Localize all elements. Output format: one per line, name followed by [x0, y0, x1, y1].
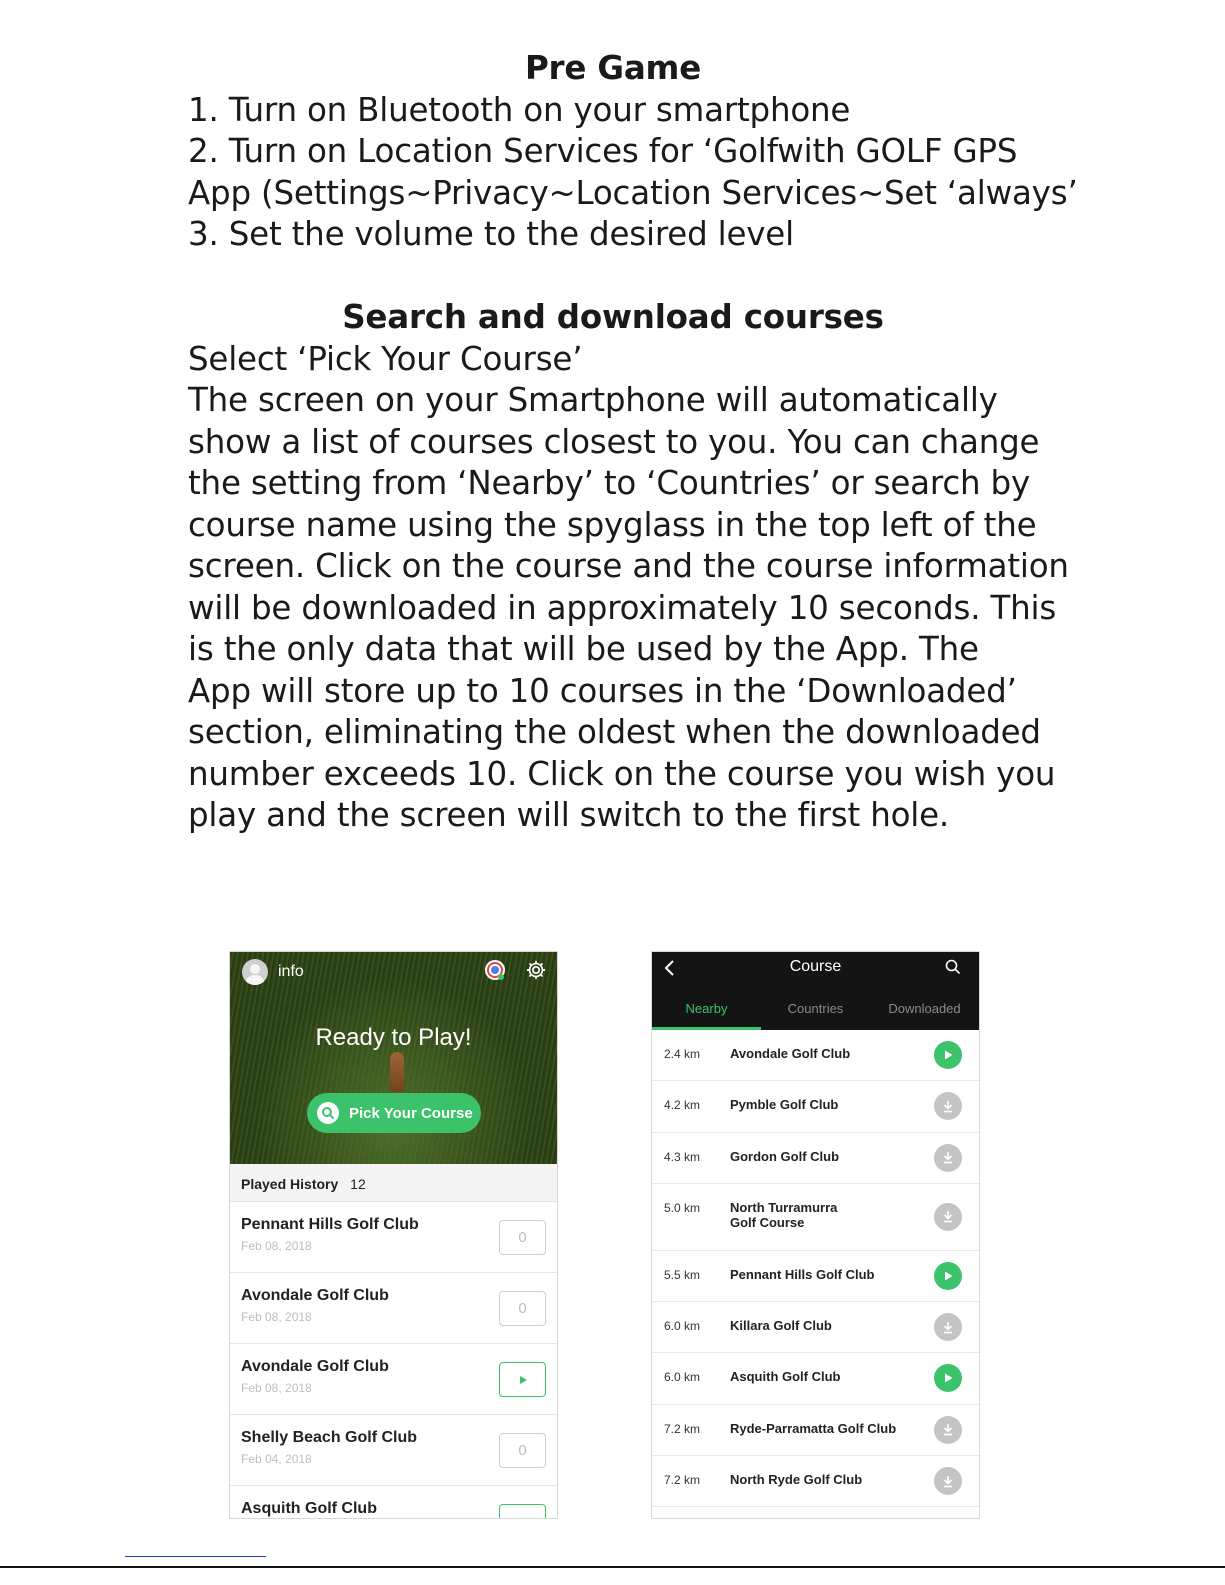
search-line: number exceeds 10. Click on the course you wish you [188, 754, 1056, 793]
play-button[interactable] [934, 1041, 962, 1069]
tab-downloaded[interactable]: Downloaded [888, 1001, 961, 1016]
course-distance: 6.0 km [664, 1319, 701, 1334]
page-bottom-line [0, 1566, 1225, 1568]
search-line: is the only data that will be used by the App. The [188, 630, 979, 668]
history-course-name: Avondale Golf Club [241, 1287, 389, 1304]
course-screen [651, 951, 980, 1519]
played-history-header [230, 1164, 557, 1202]
course-row[interactable] [652, 1030, 979, 1081]
course-distance: 2.4 km [664, 1047, 701, 1061]
home-screen [229, 951, 558, 1519]
course-row[interactable] [652, 1251, 979, 1302]
history-course-name: Asquith Golf Club [241, 1500, 377, 1517]
history-row[interactable] [230, 1486, 557, 1519]
download-button[interactable] [934, 1313, 962, 1341]
golf-tee-image [390, 1052, 404, 1092]
play-button[interactable] [499, 1362, 546, 1397]
history-date: Feb 08, 2018 [241, 1310, 312, 1324]
pregame-heading: Pre Game [524, 49, 702, 87]
course-name: Gordon Golf Club [730, 1148, 840, 1164]
course-name: Avondale Golf Club [730, 1046, 851, 1061]
course-row[interactable] [652, 1405, 979, 1456]
history-date: Feb 08, 2018 [241, 1381, 312, 1395]
play-button[interactable] [499, 1504, 546, 1519]
search-line: The screen on your Smartphone will automatically [188, 381, 998, 419]
course-name: Ryde-Parramatta Golf Club [730, 1420, 897, 1436]
history-row[interactable] [230, 1202, 557, 1273]
played-history-count: 12 [350, 1176, 366, 1192]
download-icon [942, 1100, 954, 1113]
course-row[interactable] [652, 1133, 979, 1184]
gear-icon[interactable] [525, 959, 547, 985]
score-button[interactable]: 0 [499, 1220, 546, 1255]
score-button[interactable]: 0 [499, 1291, 546, 1326]
course-name: Pymble Golf Club [730, 1097, 839, 1113]
search-icon[interactable] [945, 959, 961, 979]
hero-banner [230, 952, 557, 1164]
search-line: Select ‘Pick Your Course’ [188, 339, 583, 378]
course-row[interactable] [652, 1302, 979, 1353]
history-course-name: Avondale Golf Club [241, 1358, 389, 1375]
download-icon [942, 1321, 954, 1334]
course-title: Course [789, 958, 842, 975]
pick-your-course-button[interactable] [307, 1093, 481, 1133]
search-line: play and the screen will switch to the first hole. [188, 796, 950, 834]
download-icon [942, 1475, 954, 1488]
download-icon [942, 1210, 954, 1223]
history-date: Feb 08, 2018 [241, 1239, 312, 1253]
download-button[interactable] [934, 1144, 962, 1172]
search-line: the setting from ‘Nearby’ to ‘Countries’ or search by [188, 464, 1030, 502]
hero-title: Ready to Play! [315, 1024, 472, 1051]
search-line: show a list of courses closest to you. You can change [188, 422, 1040, 461]
download-icon [942, 1151, 954, 1164]
course-row[interactable] [652, 1456, 979, 1507]
play-icon [942, 1372, 954, 1384]
search-line: App will store up to 10 courses in the ‘Downloaded’ [188, 671, 1017, 710]
course-distance: 4.2 km [664, 1098, 701, 1113]
course-distance: 5.0 km [664, 1200, 701, 1215]
instructions-document [188, 48, 1078, 837]
course-row[interactable] [652, 1353, 979, 1404]
search-icon [317, 1102, 339, 1124]
pregame-line: 1. Turn on Bluetooth on your smartphone [188, 90, 851, 129]
play-icon [942, 1270, 954, 1282]
history-date: Feb 04, 2018 [241, 1452, 312, 1466]
played-history-label: Played History [241, 1176, 339, 1192]
course-row[interactable] [652, 1081, 979, 1132]
pregame-line: App (Settings~Privacy~Location Services~Set ‘always’ [188, 173, 1078, 212]
compass-icon[interactable] [483, 958, 507, 986]
course-name: Killara Golf Club [730, 1318, 832, 1334]
search-heading: Search and download courses [342, 298, 884, 336]
search-line: screen. Click on the course and the course information [188, 547, 1069, 585]
tab-nearby[interactable]: Nearby [652, 990, 761, 1030]
avatar-icon[interactable] [242, 959, 268, 985]
course-distance: 7.2 km [664, 1473, 701, 1488]
course-name: North Ryde Golf Club [730, 1472, 863, 1488]
history-course-name: Pennant Hills Golf Club [241, 1216, 419, 1233]
download-button[interactable] [934, 1467, 962, 1495]
course-topbar [652, 952, 979, 1030]
download-button[interactable] [934, 1092, 962, 1120]
course-distance: 7.2 km [664, 1421, 701, 1436]
pick-your-course-label: Pick Your Course [349, 1104, 473, 1122]
course-row[interactable] [652, 1184, 979, 1251]
download-button[interactable] [934, 1416, 962, 1444]
info-link[interactable]: info [278, 963, 304, 980]
pregame-line: 3. Set the volume to the desired level [188, 215, 794, 253]
course-list [652, 1030, 979, 1507]
play-button[interactable] [934, 1262, 962, 1290]
course-name: North Turramurra Golf Course [730, 1199, 838, 1230]
tab-countries[interactable]: Countries [787, 1001, 844, 1016]
download-button[interactable] [934, 1203, 962, 1231]
history-row[interactable] [230, 1344, 557, 1415]
course-distance: 4.3 km [664, 1149, 701, 1164]
download-icon [942, 1423, 954, 1436]
history-row[interactable] [230, 1273, 557, 1344]
history-row[interactable] [230, 1415, 557, 1486]
search-line: course name using the spyglass in the top left of the [188, 505, 1037, 544]
search-line: section, eliminating the oldest when the downloaded [188, 713, 1041, 751]
play-icon [518, 1375, 528, 1385]
course-name: Pennant Hills Golf Club [730, 1266, 875, 1282]
play-button[interactable] [934, 1364, 962, 1392]
footer-rule [125, 1556, 266, 1557]
search-line: will be downloaded in approximately 10 seconds. This [188, 588, 1057, 627]
pregame-line: 2. Turn on Location Services for ‘Golfwith GOLF GPS [188, 132, 1018, 170]
score-button[interactable]: 0 [499, 1433, 546, 1468]
course-name: Asquith Golf Club [730, 1369, 841, 1385]
play-icon [942, 1049, 954, 1061]
course-distance: 6.0 km [664, 1370, 701, 1385]
history-course-name: Shelly Beach Golf Club [241, 1429, 418, 1446]
course-distance: 5.5 km [664, 1267, 701, 1282]
